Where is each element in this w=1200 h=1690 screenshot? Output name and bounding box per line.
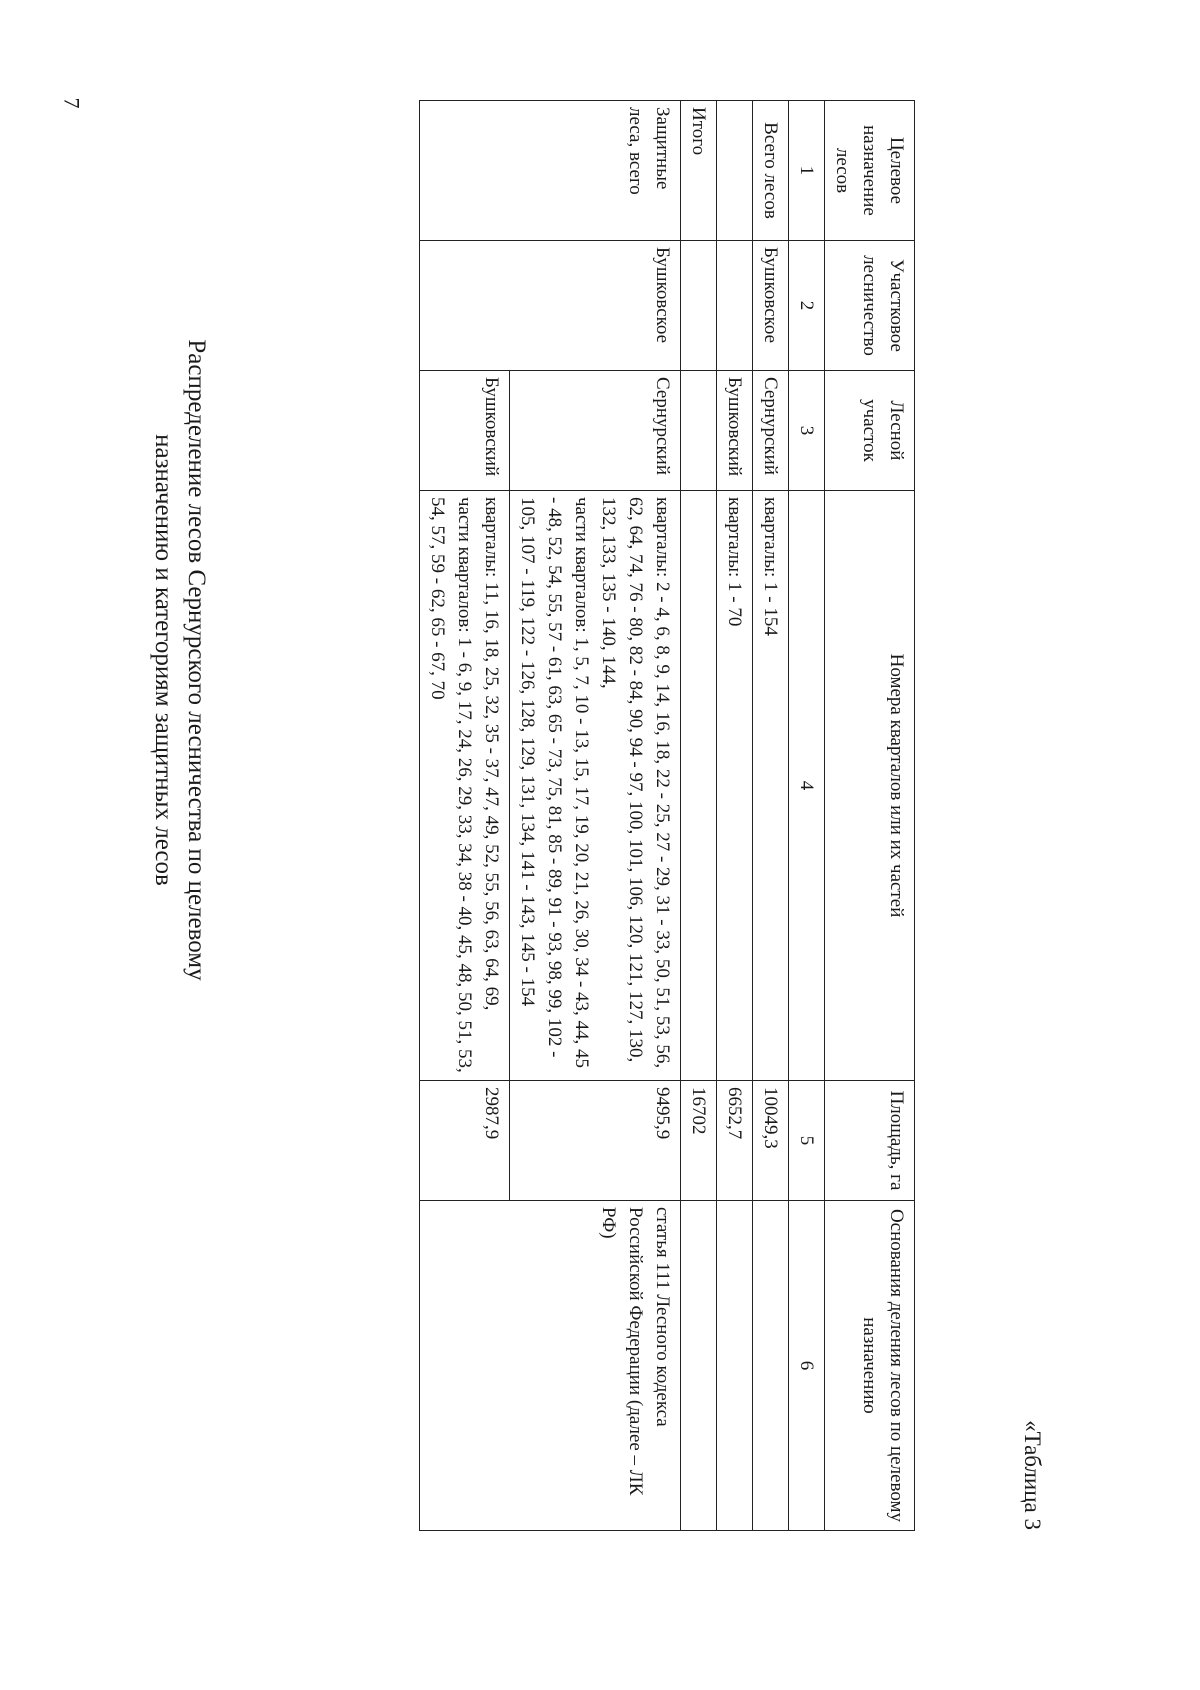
cell-zashchitnye-basis: статья 111 Лесного кодекса Российской Федерации (далее – ЛК РФ) xyxy=(420,1201,681,1531)
table-row xyxy=(681,101,717,1531)
cell-vsego-area-1: 10049,3 xyxy=(753,1081,789,1201)
table-row xyxy=(420,101,510,1531)
table-title xyxy=(147,100,213,1220)
table-header-row xyxy=(825,101,915,1531)
cell-zashchitnye-quarters-2 xyxy=(420,491,510,1081)
quarter-parts-list: части кварталов: 1 - 6, 9, 17, 24, 26, 29, 33, 34, 38 - 40, 45, 48, 50, 51, 53, 54, 57, 59 - 62, 65 - 67, 70 xyxy=(427,497,475,1073)
header-quarters: Номера кварталов или их частей xyxy=(825,491,915,1081)
title-line-1: Распределение лесов Сернурского лесничества по целевому xyxy=(183,339,210,981)
cell-vsego-district: Бушковское xyxy=(753,241,789,371)
quarters-list: кварталы: 2 - 4, 6, 8, 9, 14, 16, 18, 22 - 25, 27 - 29, 31 - 33, 50, 51, 53, 56, 62, 64, 74, 76 - 80, 82 - 84, 90, 94 - 97, 100, 101, 106, 120, 121, 127, 130, 132, 133, 135 - 140, 144, xyxy=(598,497,673,1069)
cell-zashchitnye-area-2: 2987,9 xyxy=(420,1081,510,1201)
title-line-2: назначению и категориям защитных лесов xyxy=(150,434,177,886)
cell-empty xyxy=(717,1201,753,1531)
cell-zashchitnye-plot-2: Бушковский xyxy=(420,371,510,491)
table-row xyxy=(717,101,753,1531)
col-number-3: 3 xyxy=(789,371,825,491)
header-basis: Основания деления лесов по целевому назначению xyxy=(825,1201,915,1531)
cell-itogo-label: Итого xyxy=(681,101,717,241)
quarter-parts-list: части кварталов: 1, 5, 7, 10 - 13, 15, 17, 19, 20, 21, 26, 30, 34 - 43, 44, 45 - 48, 52, 54, 55, 57 - 61, 63, 65 - 73, 75, 81, 85 - 89, 91 - 93, 98, 99, 102 - 105, 107 - 119, 122 - 126, 128, 129, 131, 134, 141 - 143, 145 - 154 xyxy=(517,497,592,1069)
col-number-2: 2 xyxy=(789,241,825,371)
col-number-6: 6 xyxy=(789,1201,825,1531)
page-number: 7 xyxy=(59,97,85,109)
cell-vsego-plot-1: Сернурский xyxy=(753,371,789,491)
cell-vsego-area-2: 6652,7 xyxy=(717,1081,753,1201)
rotated-page-content xyxy=(145,100,1045,1530)
cell-zashchitnye-quarters-1 xyxy=(510,491,681,1081)
cell-itogo-area: 16702 xyxy=(681,1081,717,1201)
cell-empty xyxy=(681,1201,717,1531)
table-container xyxy=(265,100,915,1530)
cell-empty xyxy=(753,1201,789,1531)
forest-distribution-table xyxy=(419,100,915,1531)
cell-empty xyxy=(717,101,753,241)
table-row-column-numbers xyxy=(789,101,825,1531)
header-area: Площадь, га xyxy=(825,1081,915,1201)
cell-empty xyxy=(681,371,717,491)
table-label: «Таблица 3 xyxy=(1020,1420,1045,1530)
col-number-1: 1 xyxy=(789,101,825,241)
cell-vsego-plot-2: Бушковский xyxy=(717,371,753,491)
cell-empty xyxy=(681,491,717,1081)
cell-vsego-quarters-1: кварталы: 1 - 154 xyxy=(753,491,789,1081)
cell-zashchitnye-plot-1: Сернурский xyxy=(510,371,681,491)
cell-empty xyxy=(717,241,753,371)
cell-zashchitnye-district: Бушковское xyxy=(420,241,681,371)
header-plot: Лесной участок xyxy=(825,371,915,491)
col-number-5: 5 xyxy=(789,1081,825,1201)
cell-vsego-quarters-2: кварталы: 1 - 70 xyxy=(717,491,753,1081)
cell-zashchitnye-area-1: 9495,9 xyxy=(510,1081,681,1201)
cell-zashchitnye-purpose: Защитные леса, всего xyxy=(420,101,681,241)
cell-vsego-purpose: Всего лесов xyxy=(753,101,789,241)
col-number-4: 4 xyxy=(789,491,825,1081)
header-purpose: Целевое назначение лесов xyxy=(825,101,915,241)
quarters-list: кварталы: 11, 16, 18, 25, 32, 35 - 37, 47, 49, 52, 55, 56, 63, 64, 69, xyxy=(481,497,502,1011)
table-row xyxy=(753,101,789,1531)
cell-empty xyxy=(681,241,717,371)
header-district: Участковое лесничество xyxy=(825,241,915,371)
